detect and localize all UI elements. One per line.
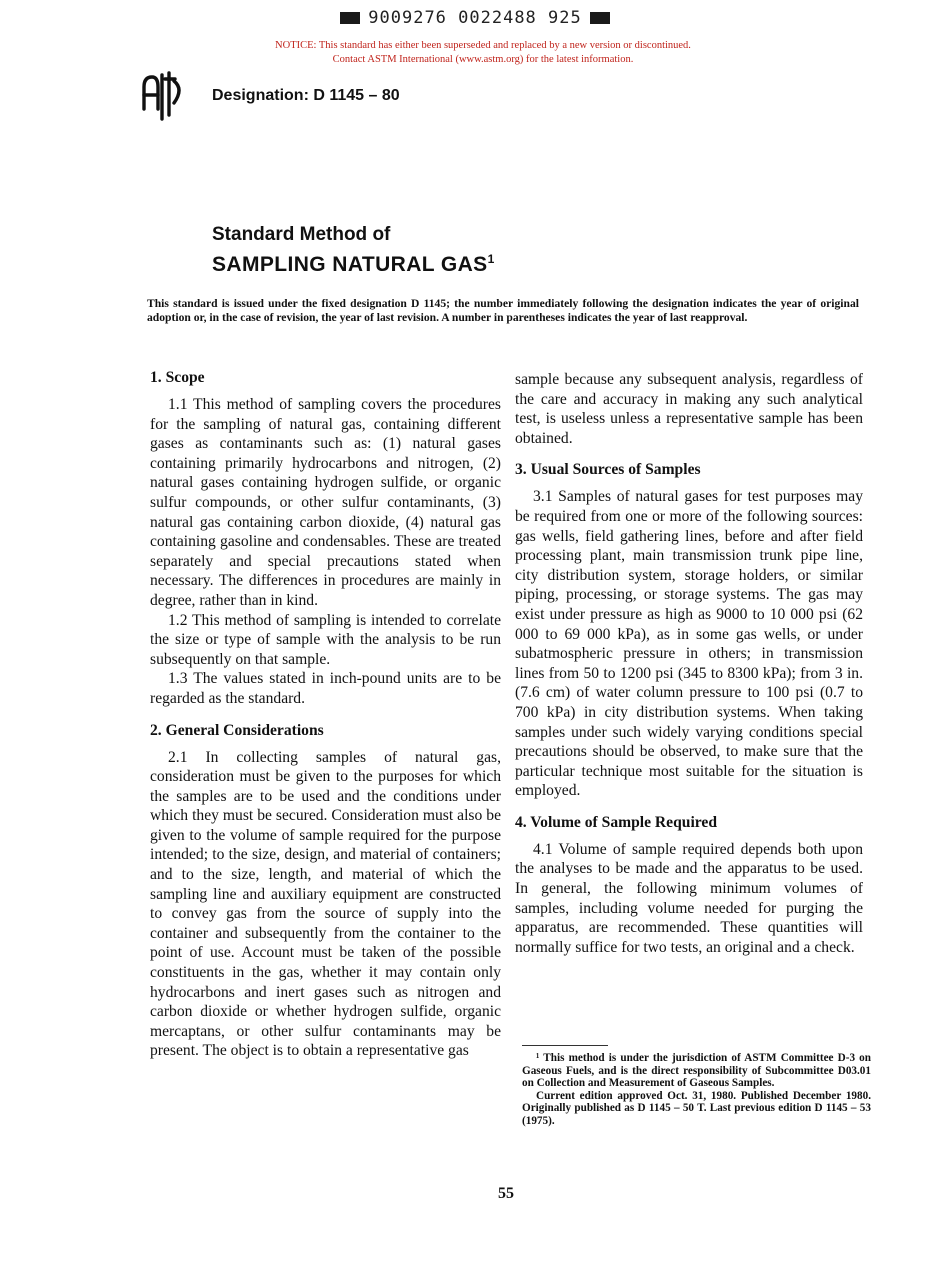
document-title-text: SAMPLING NATURAL GAS (212, 253, 488, 276)
footnote-1: ¹ This method is under the jurisdiction of ASTM Committee D-3 on Gaseous Fuels, and is the direct responsibility of Subcommittee D03.01 on Collection and Measurement of Gaseous Samples. (522, 1052, 871, 1090)
document-title-line-2 (212, 252, 495, 277)
barcode-text: 9009276 0022488 925 (368, 8, 582, 28)
paragraph-2-1-continued: sample because any subsequent analysis, regardless of the care and accuracy in making any such analytical test, is useless unless a representative sample has been obtained. (515, 371, 863, 447)
designation: Designation: D 1145 – 80 (212, 87, 400, 104)
paragraph-4-1: 4.1 Volume of sample required depends both upon the analyses to be made and the apparatus to be used. In general, the following minimum volumes of samples, including volume needed for purging the apparatus, are recommended. These quantities will normally suffice for two tests, an original and a check. (515, 840, 863, 956)
title-footnote-mark: 1 (487, 252, 495, 266)
footnotes (522, 1045, 871, 1128)
section-heading-sources: 3. Usual Sources of Samples (515, 461, 701, 479)
document-title-line-1: Standard Method of (212, 224, 391, 245)
left-column (150, 368, 501, 1061)
paragraph-1-2: 1.2 This method of sampling is intended to correlate the size or type of sample with the analysis to be run subsequently on that sample. (150, 611, 501, 668)
paragraph-1-3: 1.3 The values stated in inch-pound units are to be regarded as the standard. (150, 670, 501, 707)
paragraph-1-1: 1.1 This method of sampling covers the procedures for the sampling of natural gas, containing different gases as contaminants such as: (1) natural gases containing primarily hydrocarbons and nitrogen, (2) natural gases containing hydrogen sulfide, or organic sulfur compounds, or other sulfur contaminants, (3) natural gas containing carbon dioxide, (4) natural gas containing gasoline and condensables. These are treated separately and special precautions stated when necessary. The differences in procedures are mainly in degree, rather than in kind. (150, 396, 501, 609)
page-number: 55 (498, 1185, 514, 1202)
footnote-edition: Current edition approved Oct. 31, 1980. Published December 1980. Originally published as D 1145 – 50 T. Last previous edition D 1145 – 53 (1975). (522, 1089, 871, 1127)
barcode-block-right (590, 12, 610, 24)
paragraph-3-1: 3.1 Samples of natural gases for test purposes may be required from one or more of the following sources: gas wells, field gathering lines, before and after field processing plant, main transmission trunk pipe line, city distribution system, storage holders, or similar piping, processing, or storage systems. The gas may exist under pressure as high as 9000 to 10 000 psi (62 000 to 69 000 kPa), as in some gas wells, or under subatmospheric pressure in others; in transmission lines from 50 to 1200 psi (345 to 8300 kPa); from 3 in. (7.6 cm) of water column pressure to 100 psi (0.7 to 700 kPa) in city distribution systems. When taking samples under such widely varying conditions special precautions should be observed, to make sure that the particular technique most suitable for the situation is employed. (515, 488, 863, 800)
notice-banner (0, 39, 950, 67)
section-heading-general: 2. General Considerations (150, 721, 324, 739)
issue-statement: This standard is issued under the fixed designation D 1145; the number immediately following the designation indicates the year of original adoption or, in the case of revision, the year of last revision. A number in parentheses indicates the year of last reapproval. (147, 297, 859, 324)
notice-line-2: Contact ASTM International (www.astm.org) for the latest information. (332, 54, 634, 65)
astm-logo (141, 69, 185, 121)
paragraph-2-1: 2.1 In collecting samples of natural gas, consideration must be given to the purposes for which the samples are to be used and the conditions under which they must be secured. Consideration must also be given to the volume of sample required for the purpose intended; to the size, design, and material of containers; and to the size, length, and material of which the sampling line and auxiliary equipment are constructed to convey gas from the source of supply into the container and subsequently from the container to the point of use. Account must be taken of the possible constituents in the gas, whether it may contain only hydrocarbons and inert gases such as nitrogen and carbon dioxide or whether hydrogen sulfide, organic mercaptans, or other sulfur contaminants may be present. The object is to obtain a representative gas (150, 748, 501, 1060)
section-heading-volume: 4. Volume of Sample Required (515, 813, 718, 831)
barcode-block-left (340, 12, 360, 24)
right-column (515, 370, 863, 957)
notice-line-1: NOTICE: This standard has either been superseded and replaced by a new version or discontinued. (275, 40, 691, 51)
barcode-strip (0, 8, 950, 28)
section-heading-scope: 1. Scope (150, 369, 205, 386)
footnote-divider (522, 1045, 608, 1046)
